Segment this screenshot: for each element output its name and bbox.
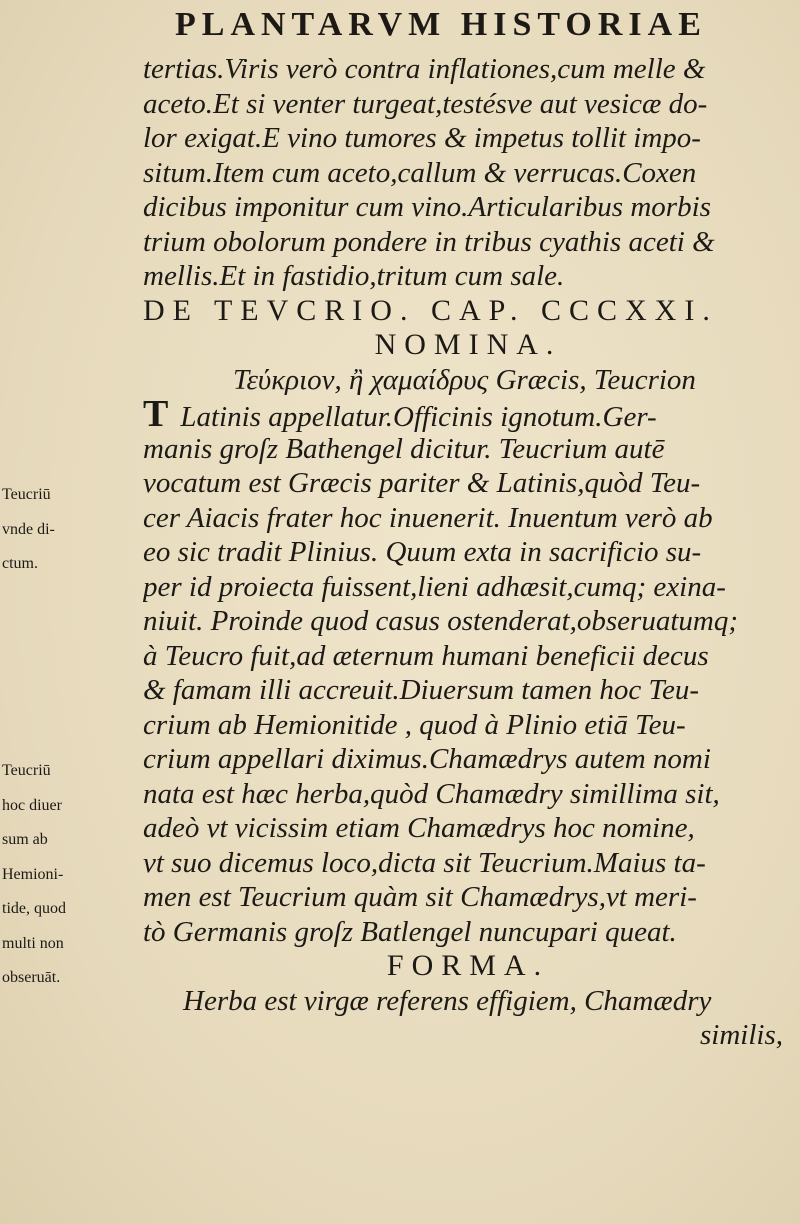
margin-note-line: Teucriū [2, 762, 51, 779]
body-line: lor exigat.E vino tumores & impetus tollit impo- [143, 122, 701, 154]
margin-note [2, 762, 142, 1004]
initial-letter: T [143, 397, 169, 432]
section-heading-nomina: NOMINA. [374, 328, 562, 361]
chapter-heading: DE TEVCRIO. CAP. CCCXXI. [143, 293, 718, 327]
body-line: mellis.Et in fastidio,tritum cum sale. [143, 260, 565, 292]
body-line: tertias.Viris verò contra inflationes,cum melle & [143, 53, 706, 85]
body-line: situm.Item cum aceto,callum & verrucas.Coxen [143, 156, 697, 189]
section-heading-forma: FORMA. [386, 949, 550, 982]
nomina-line: eo sic tradit Plinius. Quum exta in sacrificio su- [143, 536, 702, 568]
main-text-column [143, 52, 793, 1053]
margin-note [2, 486, 142, 590]
margin-note-line: ctum. [2, 555, 38, 572]
margin-note-line: vnde di- [2, 520, 55, 538]
body-line: dicibus imponitur cum vino.Articularibus morbis [143, 191, 711, 223]
nomina-line: crium appellari diximus.Chamædrys autem nomi [143, 743, 711, 775]
nomina-line: adeò vt vicissim etiam Chamædrys hoc nomine, [143, 812, 695, 844]
nomina-line: men est Teucrium quàm sit Chamædrys,vt meri- [143, 881, 697, 913]
body-line: trium obolorum pondere in tribus cyathis aceti & [143, 225, 715, 258]
margin-note-line: sum ab [2, 831, 48, 848]
body-line: aceto.Et si venter turgeat,testésve aut vesicæ do- [143, 87, 708, 120]
forma-line: Herba est virgæ referens effigiem, Chamædry [183, 984, 712, 1017]
running-header: PLANTARVM HISTORIAE [175, 6, 707, 43]
nomina-line: & famam illi accreuit.Diuersum tamen hoc Teu- [143, 674, 700, 706]
nomina-line: à Teucro fuit,ad æternum humani beneficii decus [143, 639, 709, 672]
nomina-line: manis groſz Bathengel dicitur. Teucrium autē [143, 432, 665, 465]
margin-note-line: multi non [2, 934, 64, 952]
forma-line: similis, [700, 1019, 783, 1051]
nomina-line [143, 397, 793, 432]
nomina-line: cer Aiacis frater hoc inuenerit. Inuentum verò ab [143, 501, 713, 534]
nomina-line: nata est hæc herba,quòd Chamædry simillima sit, [143, 777, 720, 810]
nomina-line-text: Latinis appellatur.Officinis ignotum.Ger- [180, 401, 657, 432]
nomina-line: per id proiecta fuissent,lieni adhæsit,cumq; exina- [143, 570, 726, 603]
nomina-line: vt suo dicemus loco,dicta sit Teucrium.Maius ta- [143, 846, 706, 879]
margin-note-line: hoc diuer [2, 796, 62, 814]
margin-note-line: Teucriū [2, 486, 51, 503]
greek-names-line: Τεύκριον, ἢ χαμαίδρυς Græcis, Teucrion [233, 363, 696, 396]
nomina-line: vocatum est Græcis pariter & Latinis,quòd Teu- [143, 467, 701, 499]
margin-note-line: Hemioni- [2, 865, 64, 883]
nomina-line: crium ab Hemionitide , quod à Plinio etiā Teu- [143, 708, 686, 741]
margin-note-line: tide, quod [2, 900, 66, 917]
nomina-line: tò Germanis groſz Batlengel nuncupari queat. [143, 915, 677, 948]
margin-note-line: obseruāt. [2, 969, 61, 986]
nomina-line: niuit. Proinde quod casus ostenderat,obseruatumq; [143, 605, 738, 637]
